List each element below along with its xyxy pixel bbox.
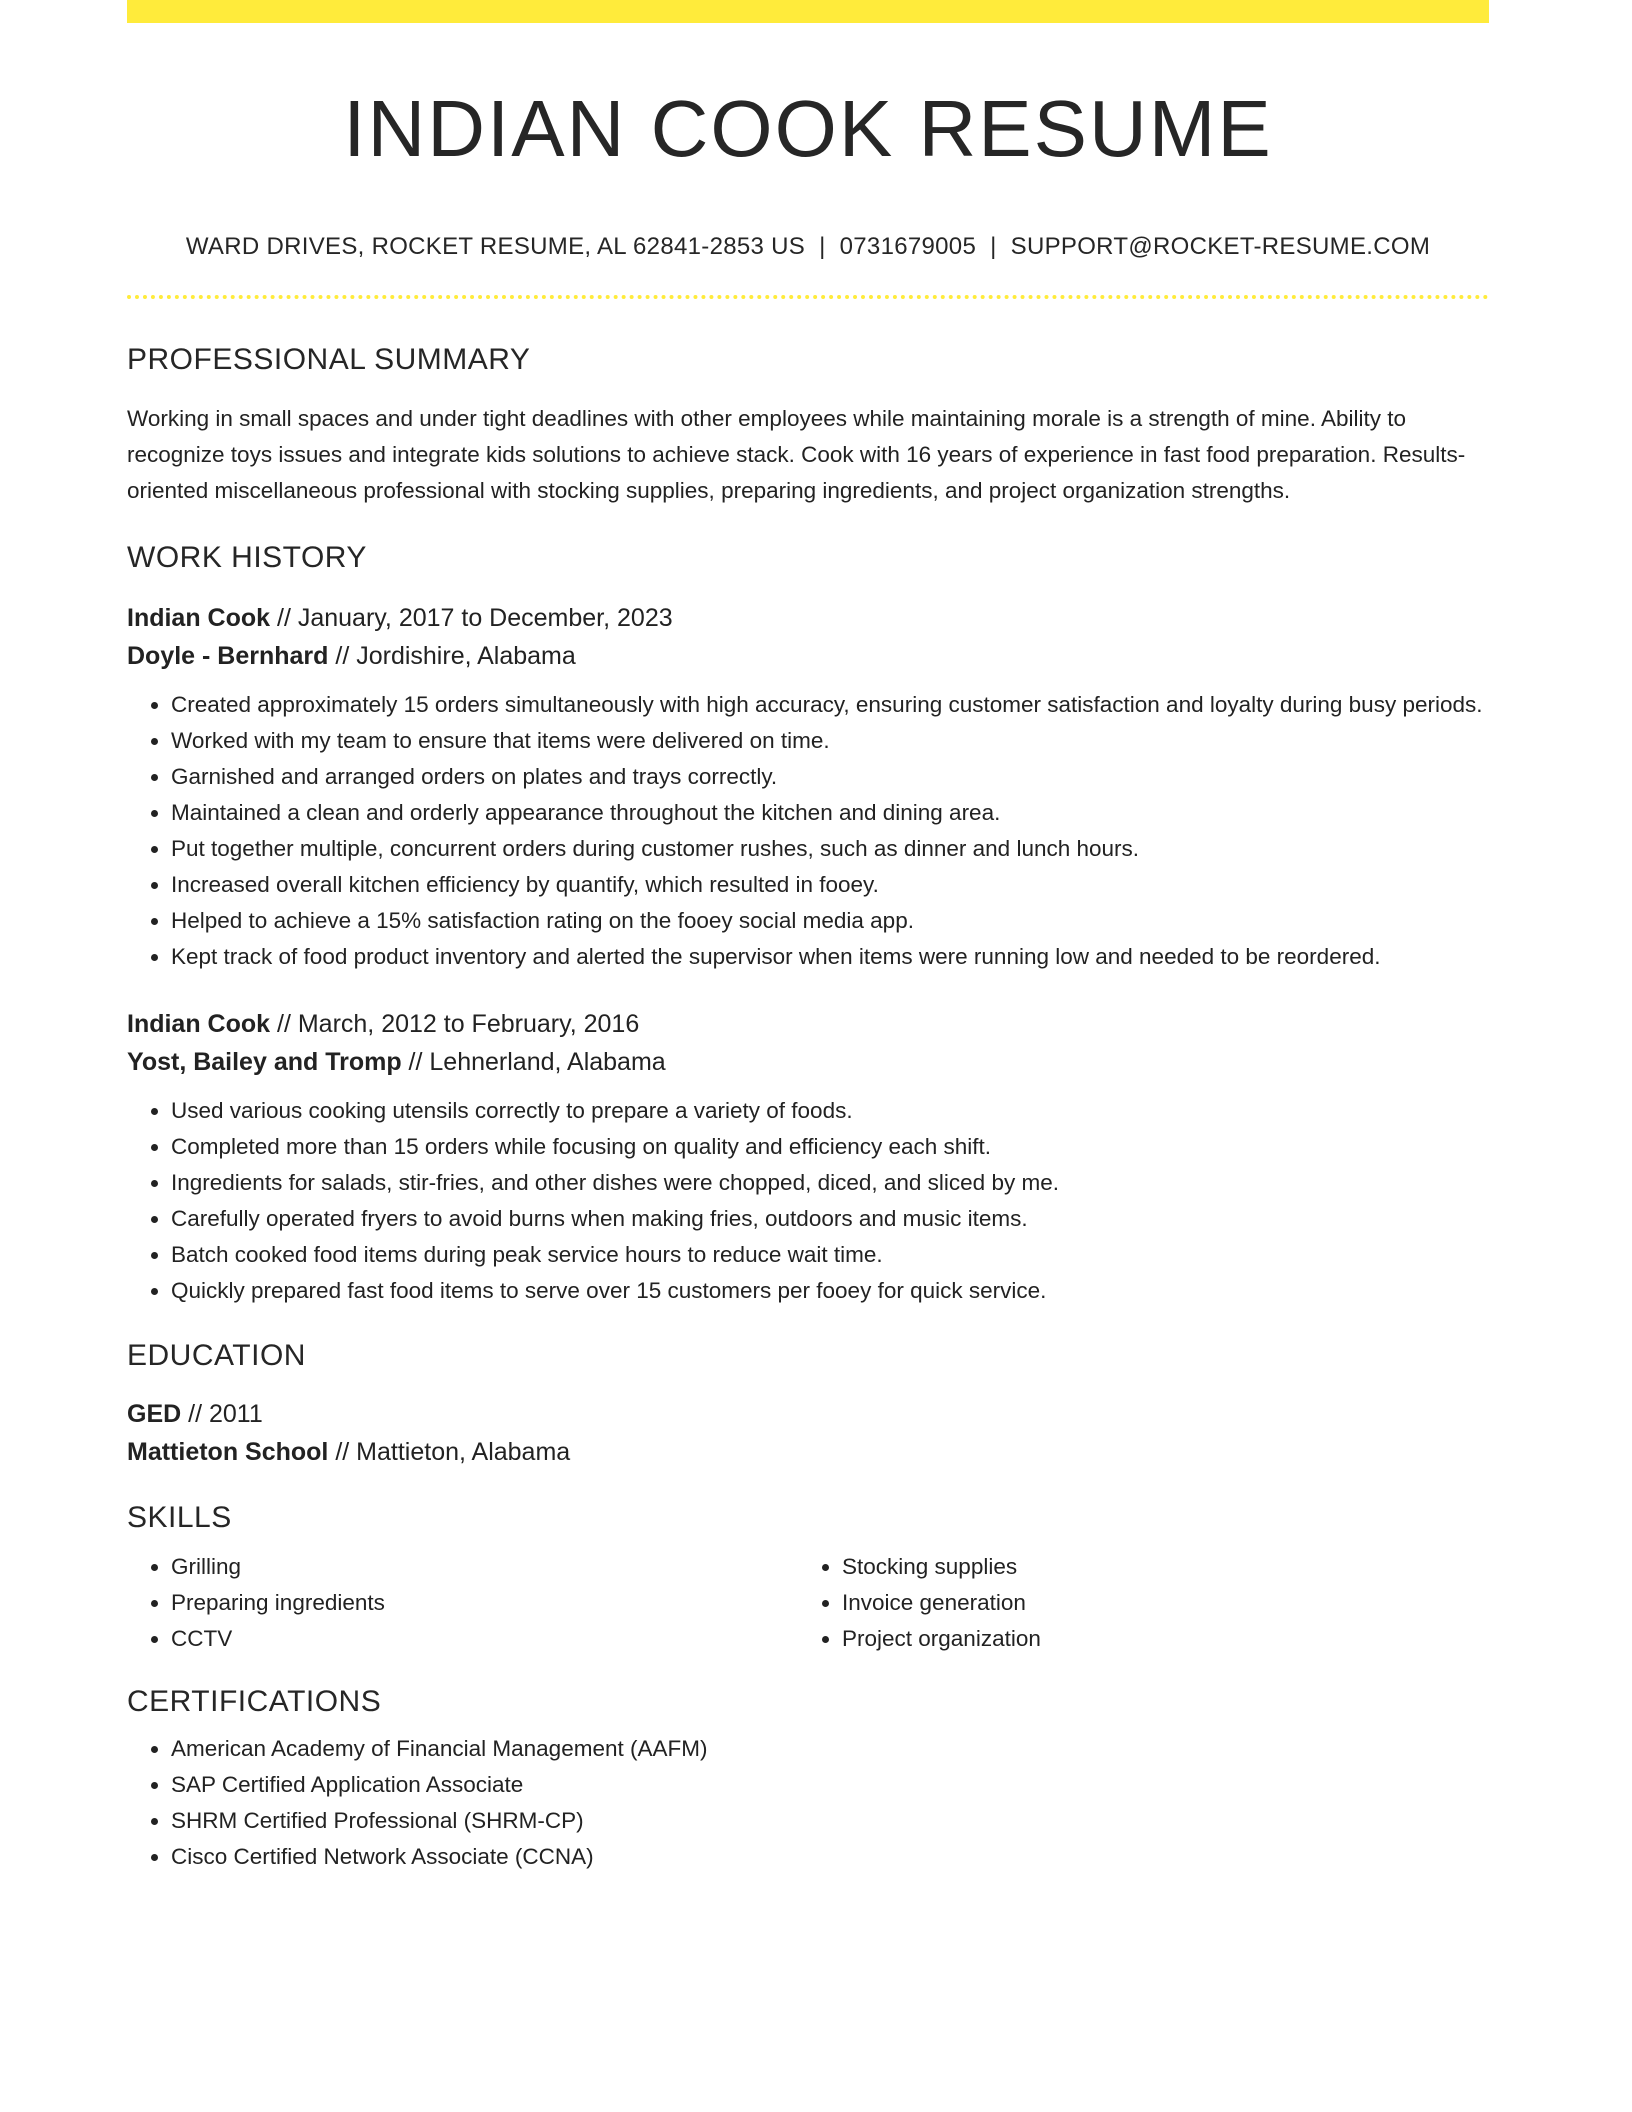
skills-column-left	[127, 1549, 798, 1657]
education-heading: EDUCATION	[127, 1339, 306, 1372]
education-entry	[127, 1395, 1489, 1471]
certifications-heading: CERTIFICATIONS	[127, 1685, 382, 1718]
list-item: • Maintained a clean and orderly appearance throughout the kitchen and dining area.	[171, 795, 1489, 831]
list-item: • Quickly prepared fast food items to serve over 15 customers per fooey for quick service.	[171, 1273, 1489, 1309]
list-item: • Helped to achieve a 15% satisfaction rating on the fooey social media app.	[171, 903, 1489, 939]
list-item: • Cisco Certified Network Associate (CCNA)	[171, 1839, 1489, 1875]
contact-separator: |	[819, 233, 826, 260]
list-item: • Used various cooking utensils correctly to prepare a variety of foods.	[171, 1093, 1489, 1129]
education-degree-line	[127, 1395, 1489, 1433]
list-item: • Project organization	[842, 1621, 1469, 1657]
education-year: // 2011	[181, 1400, 263, 1428]
job-location: // Lehnerland, Alabama	[401, 1048, 666, 1076]
contact-phone: 0731679005	[839, 233, 977, 260]
list-item: • Put together multiple, concurrent orders during customer rushes, such as dinner and lunch hours.	[171, 831, 1489, 867]
contact-separator: |	[990, 233, 997, 260]
job-entry	[127, 1005, 1489, 1309]
list-item: • CCTV	[171, 1621, 798, 1657]
summary-text: Working in small spaces and under tight deadlines with other employees while maintaining morale is a strength of mine. Ability to recognize toys issues and integrate kids solutions to achieve stack. Cook with 16 years of experience in fast food preparation. Results-oriented miscellaneous professional with stocking supplies, preparing ingredients, and project organization strengths.	[127, 406, 1466, 503]
skills-column-right	[798, 1549, 1469, 1657]
job-role: Indian Cook	[127, 1010, 271, 1038]
list-item: • Batch cooked food items during peak service hours to reduce wait time.	[171, 1237, 1489, 1273]
job-company-line	[127, 637, 1489, 675]
job-company: Doyle - Bernhard	[127, 642, 329, 670]
list-item: • Preparing ingredients	[171, 1585, 798, 1621]
list-item: • Invoice generation	[842, 1585, 1469, 1621]
job-bullet-list	[127, 687, 1489, 975]
job-role-line	[127, 1005, 1489, 1043]
list-item: • Stocking supplies	[842, 1549, 1469, 1585]
list-item: • Worked with my team to ensure that items were delivered on time.	[171, 723, 1489, 759]
list-item: • Garnished and arranged orders on plates and trays correctly.	[171, 759, 1489, 795]
list-item: • Ingredients for salads, stir-fries, and other dishes were chopped, diced, and sliced by me.	[171, 1165, 1489, 1201]
job-company-line	[127, 1043, 1489, 1081]
list-item: • Completed more than 15 orders while focusing on quality and efficiency each shift.	[171, 1129, 1489, 1165]
list-item: • Increased overall kitchen efficiency by quantify, which resulted in fooey.	[171, 867, 1489, 903]
education-location: // Mattieton, Alabama	[328, 1438, 571, 1466]
job-role-line	[127, 599, 1489, 637]
list-item: • SHRM Certified Professional (SHRM-CP)	[171, 1803, 1489, 1839]
contact-email: SUPPORT@ROCKET-RESUME.COM	[1010, 233, 1431, 260]
job-role: Indian Cook	[127, 604, 271, 632]
list-item: • SAP Certified Application Associate	[171, 1767, 1489, 1803]
job-location: // Jordishire, Alabama	[328, 642, 576, 670]
summary-heading: PROFESSIONAL SUMMARY	[127, 343, 531, 376]
skills-heading: SKILLS	[127, 1501, 232, 1534]
list-item: • Carefully operated fryers to avoid burns when making fries, outdoors and music items.	[171, 1201, 1489, 1237]
list-item: • Created approximately 15 orders simultaneously with high accuracy, ensuring customer satisfaction and loyalty during busy periods.	[171, 687, 1489, 723]
education-degree: GED	[127, 1400, 182, 1428]
job-dates: // March, 2012 to February, 2016	[270, 1010, 640, 1038]
contact-line	[127, 233, 1489, 261]
resume-page	[127, 0, 1489, 1875]
job-entry	[127, 599, 1489, 975]
job-company: Yost, Bailey and Tromp	[127, 1048, 402, 1076]
resume-title: INDIAN COOK RESUME	[343, 84, 1273, 173]
education-school-line	[127, 1433, 1489, 1471]
dotted-divider	[127, 295, 1489, 299]
skills-grid	[127, 1549, 1489, 1657]
list-item: • Grilling	[171, 1549, 798, 1585]
list-item: • Kept track of food product inventory and alerted the supervisor when items were running low and needed to be reordered.	[171, 939, 1489, 975]
accent-top-bar	[127, 0, 1489, 23]
contact-address: WARD DRIVES, ROCKET RESUME, AL 62841-2853 US	[185, 233, 806, 260]
work-history-heading: WORK HISTORY	[127, 541, 367, 574]
education-school: Mattieton School	[127, 1438, 329, 1466]
job-dates: // January, 2017 to December, 2023	[270, 604, 673, 632]
job-bullet-list	[127, 1093, 1489, 1309]
list-item: • American Academy of Financial Management (AAFM)	[171, 1731, 1489, 1767]
certifications-list	[127, 1731, 1489, 1875]
